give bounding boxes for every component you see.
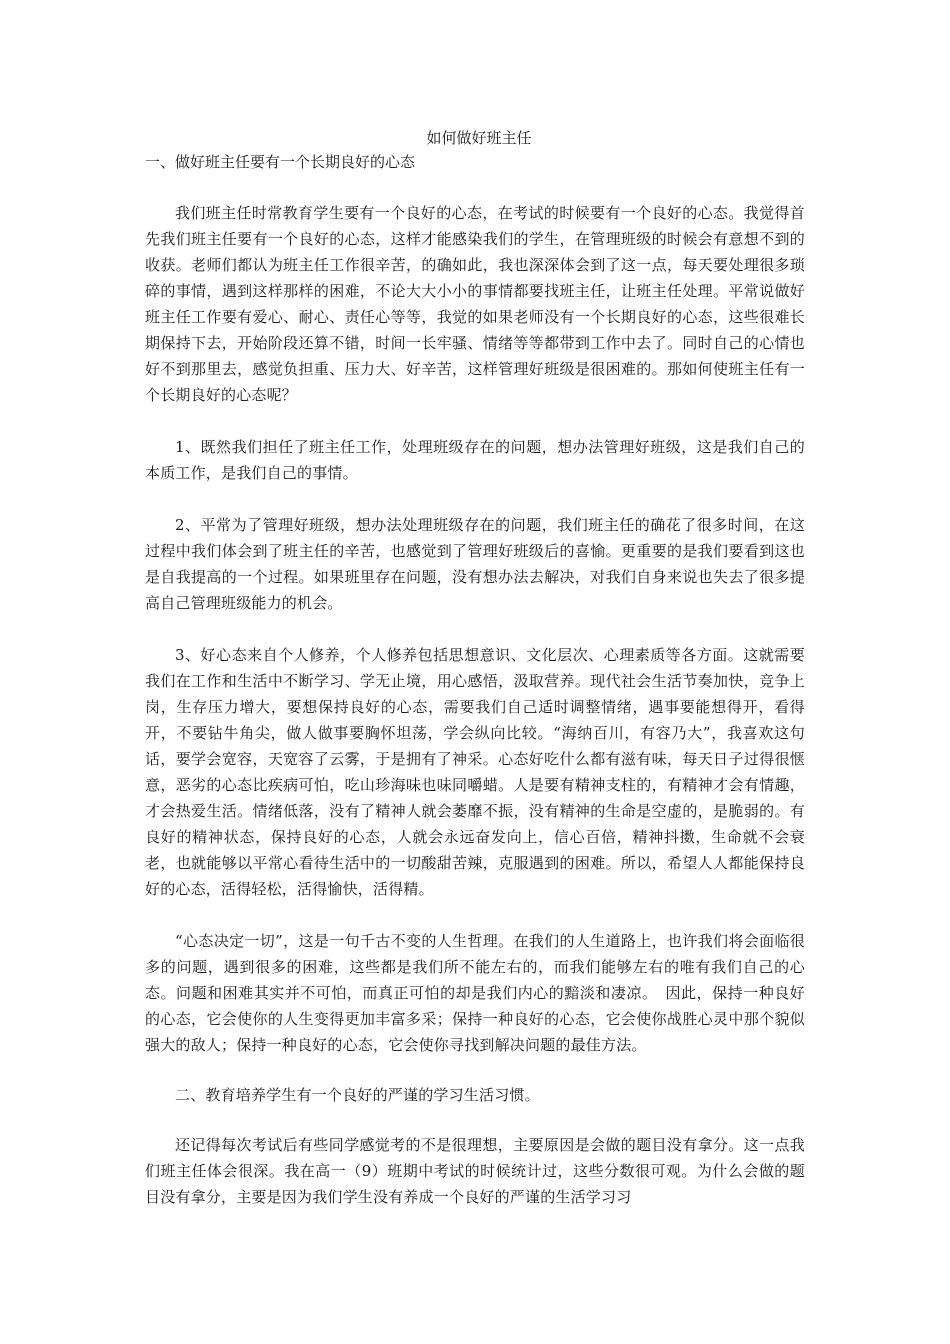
paragraph-5: “心态决定一切”，这是一句千古不变的人生哲理。在我们的人生道路上，也许我们将会面临很多的问题，遇到很多的困难，这些都是我们所不能左右的，而我们能够左右的唯有我们自己的心态。问题和困难其实并不可怕，而真正可怕的却是我们内心的黯淡和凄凉。 因此，保持一种良好的心态，它会使你的人生变得更加丰富多采；保持一种良好的心态，它会使你战胜心灵中那个貌似强大的敌人；保持一种良好的心态，它会使你寻找到解决问题的最佳方法。 [145, 932, 805, 1054]
document-title: 如何做好班主任 [426, 129, 532, 147]
paragraph-1: 我们班主任时常教育学生要有一个良好的心态，在考试的时候要有一个良好的心态。我觉得首先我们班主任要有一个良好的心态，这样才能感染我们的学生，在管理班级的时候会有意想不到的收获。老师们都认为班主任工作很辛苦，的确如此，我也深深体会到了这一点，每天要处理很多琐碎的事情，遇到这样那样的困难，不论大大小小的事情都要找班主任，让班主任处理。平常说做好班主任工作要有爱心、耐心、责任心等等，我觉的如果老师没有一个长期良好的心态，这些很难长期保持下去，开始阶段还算不错，时间一长牢骚、情绪等等都带到工作中去了。同时自己的心情也好不到那里去，感觉负担重、压力大、好辛苦，这样管理好班级是很困难的。那如何使班主任有一个长期良好的心态呢？ [145, 204, 805, 404]
paragraph-4: 3、好心态来自个人修养，个人修养包括思想意识、文化层次、心理素质等各方面。这就需要我们在工作和生活中不断学习、学无止境，用心感悟，汲取营养。现代社会生活节奏加快，竞争上岗，生存压力增大，要想保持良好的心态，需要我们自己适时调整情绪，遇事要能想得开，看得开，不要钻牛角尖，做人做事要胸怀坦荡，学会纵向比较。“海纳百川，有容乃大”，我喜欢这句话，要学会宽容，天宽容了云雾，于是拥有了神采。心态好吃什么都有滋有味，每天日子过得很惬意，恶劣的心态比疾病可怕，吃山珍海味也味同嚼蜡。人是要有精神支柱的，有精神才会有情趣，才会热爱生活。情绪低落，没有了精神人就会萎靡不振，没有精神的生命是空虚的，是脆弱的。有良好的精神状态，保持良好的心态，人就会永远奋发向上，信心百倍，精神抖擞，生命就不会衰老，也就能够以平常心看待生活中的一切酸甜苦辣，克服遇到的困难。所以，希望人人都能保持良好的心态，活得轻松，活得愉快，活得精。 [145, 646, 805, 898]
section-heading-2: 二、教育培养学生有一个良好的严谨的学习生活习惯。 [175, 1086, 540, 1104]
section-heading-1: 一、做好班主任要有一个长期良好的心态 [145, 153, 416, 171]
paragraph-2: 1、既然我们担任了班主任工作，处理班级存在的问题，想办法管理好班级，这是我们自己的本质工作，是我们自己的事情。 [145, 438, 805, 482]
document-page [145, 118, 805, 1210]
paragraph-6: 还记得每次考试后有些同学感觉考的不是很理想，主要原因是会做的题目没有拿分。这一点我们班主任体会很深。我在高一（9）班期中考试的时候统计过，这些分数很可观。为什么会做的题目没有拿分，主要是因为我们学生没有养成一个良好的严谨的生活学习习 [145, 1136, 805, 1206]
paragraph-3: 2、平常为了管理好班级，想办法处理班级存在的问题，我们班主任的确花了很多时间，在这过程中我们体会到了班主任的辛苦，也感觉到了管理好班级后的喜愉。更重要的是我们要看到这也是自我提高的一个过程。如果班里存在问题，没有想办法去解决，对我们自身来说也失去了很多提高自己管理班级能力的机会。 [145, 516, 805, 612]
